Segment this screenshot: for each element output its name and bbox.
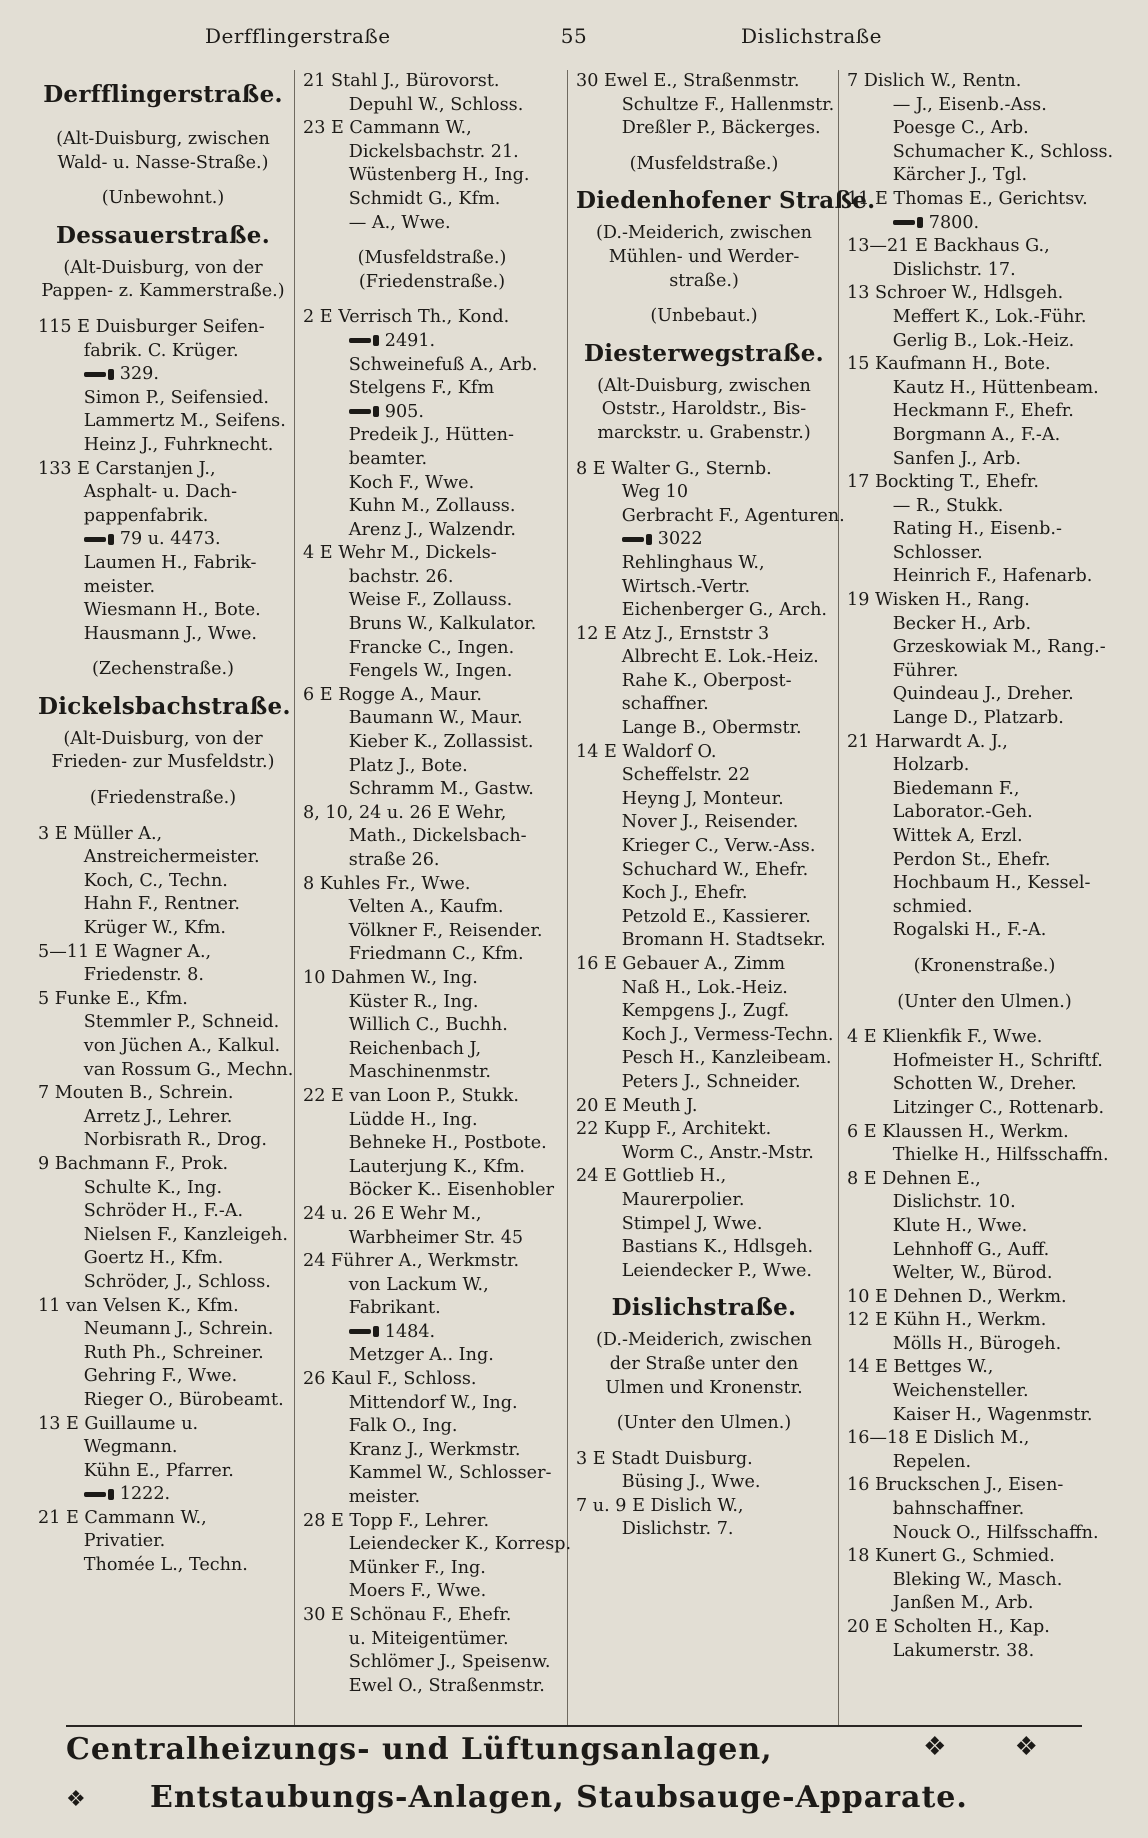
house-entry: 24 Führer A., Werkmstr. [303,1251,520,1272]
telephone-entry [576,528,832,552]
resident-entry: Heyng J, Monteur. [621,788,784,809]
resident-entry: Albrecht E. Lok.-Heiz. [621,647,819,668]
resident-entry: schmied. [892,896,973,917]
street-note: (Alt-Duisburg, von der [63,728,263,749]
street-note: (Alt-Duisburg, zwischen [597,375,811,396]
resident-entry: Petzold E., Kassierer. [621,906,811,927]
street-note: straße.) [669,270,739,291]
ornament-diamond-icon: ❖ [66,1787,86,1812]
telephone-icon [349,406,379,417]
telephone-entry [38,1483,288,1507]
house-entry: 12 E Atz J., Ernststr 3 [576,623,770,644]
resident-entry: Privatier. [83,1531,166,1552]
house-entry: 115 E Duisburger Seifen- [38,316,265,337]
resident-entry: Simon P., Seifensied. [83,387,269,408]
resident-entry: bachstr. 26. [348,566,454,587]
street-note: Pappen- z. Kammerstraße.) [41,281,285,302]
column-2 [295,70,572,1726]
street-note: Mühlen- und Werder- [608,246,800,267]
telephone-number: 3022 [657,529,703,550]
resident-entry: Metzger A.. Ing. [348,1345,494,1366]
resident-entry: meister. [348,1487,421,1508]
resident-entry: Bruns W., Kalkulator. [348,614,537,635]
resident-entry: Klute H., Wwe. [892,1215,1028,1236]
house-entry: 13 Schroer W., Hdlsgeh. [847,283,1064,304]
house-entry: 13—21 E Backhaus G., [847,236,1050,257]
resident-entry: Platz J., Bote. [348,755,468,776]
resident-entry: Maschinenmstr. [348,1062,492,1083]
resident-entry: Lange D., Platzarb. [892,708,1064,729]
page-header [0,18,1148,52]
house-entry: 8 E Dehnen E., [847,1168,981,1189]
resident-entry: Goertz H., Kfm. [83,1248,224,1269]
house-entry: 5 Funke E., Kfm. [38,988,188,1009]
resident-entry: Rehlinghaus W., [621,552,765,573]
resident-entry: Moers F., Wwe. [348,1581,487,1602]
resident-entry: Perdon St., Ehefr. [892,849,1051,870]
street-note: (Musfeldstraße.) [629,153,779,174]
house-entry: 16 Bruckschen J., Eisen- [847,1475,1064,1496]
resident-entry: Depuhl W., Schloss. [348,94,524,115]
house-entry: 5—11 E Wagner A., [38,941,212,962]
resident-entry: Rieger O., Bürobeamt. [83,1389,284,1410]
resident-entry: Krüger W., Kfm. [83,918,227,939]
resident-entry: Mölls H., Bürogeh. [892,1333,1062,1354]
spacer [847,1014,1122,1026]
resident-entry: Repelen. [892,1451,972,1472]
resident-entry: Rogalski H., F.-A. [892,920,1047,941]
resident-entry: Willich C., Buchh. [348,1015,508,1036]
resident-entry: Norbisrath R., Drog. [83,1130,267,1151]
resident-entry: Heckmann F., Ehefr. [892,401,1074,422]
resident-entry: Hochbaum H., Kessel- [892,873,1091,894]
house-entry: 6 E Klaussen H., Werkm. [847,1121,1069,1142]
street-note: (Friedenstraße.) [89,788,237,809]
street-heading: Diesterwegstraße. [584,339,824,367]
resident-entry: Dickelsbachstr. 21. [348,141,519,162]
telephone-icon [84,369,114,380]
resident-entry: Laborator.-Geh. [892,802,1033,823]
resident-entry: Kempgens J., Zugf. [621,1001,790,1022]
house-entry: 133 E Carstanjen J., [38,458,216,479]
street-note: (Unbebaut.) [650,306,758,327]
resident-entry: Schumacher K., Schloss. [892,141,1114,162]
spacer [38,811,288,823]
resident-entry: Gehring F., Wwe. [83,1366,238,1387]
house-entry: 22 Kupp F., Architekt. [576,1119,772,1140]
resident-entry: Koch F., Wwe. [348,472,475,493]
advertisement-line-1: Centralheizungs- und Lüftungsanlagen, [66,1732,773,1767]
resident-entry: Nover J., Reisender. [621,812,799,833]
resident-entry: Gerlig B., Lok.-Heiz. [892,330,1075,351]
telephone-icon [84,534,114,545]
resident-entry: Dreßler P., Bäckerges. [621,118,821,139]
resident-entry: von Jüchen A., Kalkul. [83,1036,281,1056]
resident-entry: Kühn E., Pfarrer. [83,1460,234,1481]
spacer [303,235,561,247]
page-number: 55 [560,24,588,48]
resident-entry: Weise F., Zollauss. [348,590,513,611]
telephone-icon [349,335,379,346]
resident-entry: Dislichstr. 7. [621,1519,734,1540]
spacer [576,1436,832,1448]
resident-entry: Fengels W., Ingen. [348,661,513,682]
spacer [38,116,288,128]
column-3 [568,70,876,1726]
house-entry: 3 E Müller A., [38,823,163,844]
resident-entry: Wegmann. [83,1437,178,1458]
resident-entry: Dislichstr. 10. [892,1192,1016,1213]
resident-entry: Hausmann J., Wwe. [83,623,257,644]
house-entry: 8 Kuhles Fr., Wwe. [303,873,471,894]
telephone-entry [847,212,1122,236]
spacer [847,943,1122,955]
resident-entry: Kautz H., Hüttenbeam. [892,377,1099,398]
resident-entry: Koch, C., Techn. [83,870,228,891]
resident-entry: Behneke H., Postbote. [348,1133,547,1154]
house-entry: 21 Stahl J., Bürovorst. [303,71,500,91]
resident-entry: Kammel W., Schlosser- [348,1463,552,1484]
resident-entry: Wittek A, Erzl. [892,826,1023,846]
resident-entry: Schmidt G., Kfm. [348,188,501,209]
resident-entry: Münker F., Ing. [348,1557,486,1578]
resident-entry: Wiesmann H., Bote. [83,600,261,621]
resident-entry: Mittendorf W., Ing. [348,1392,518,1413]
street-heading: Derfflingerstraße. [43,81,283,108]
resident-entry: Ruth Ph., Schreiner. [83,1342,264,1363]
telephone-icon [622,534,652,545]
house-entry: 26 Kaul F., Schloss. [303,1369,477,1390]
spacer [576,446,832,458]
spacer [38,304,288,316]
resident-entry: Wüstenberg H., Ing. [348,165,530,186]
house-entry: 8, 10, 24 u. 26 E Wehr, [303,802,507,823]
spacer [38,175,288,187]
resident-entry: Welter, W., Bürod. [892,1263,1053,1284]
resident-entry: Hofmeister H., Schriftf. [892,1050,1103,1071]
resident-entry: Velten A., Kaufm. [348,897,504,918]
resident-entry: Kieber K., Zollassist. [348,732,534,753]
house-entry: 16 E Gebauer A., Zimm [576,954,786,974]
street-note: (Zechenstraße.) [91,659,235,680]
street-note: Ulmen und Kronenstr. [605,1377,803,1398]
house-entry: 16—18 E Dislich M., [847,1428,1030,1449]
resident-entry: beamter. [348,448,428,469]
house-entry: 21 E Cammann W., [38,1507,207,1528]
street-note: Frieden- zur Musfeldstr.) [51,752,275,773]
resident-entry: Sanfen J., Arb. [892,448,1021,469]
resident-entry: Fabrikant. [348,1298,441,1319]
street-note: (Musfeldstraße.) [357,248,507,269]
resident-entry: u. Miteigentümer. [348,1628,509,1649]
resident-entry: Grzeskowiak M., Rang.- [892,637,1106,658]
resident-entry: Nielsen F., Kanzleigeh. [83,1224,288,1245]
house-entry: 11 van Velsen K., Kfm. [38,1295,239,1316]
house-entry: 10 E Dehnen D., Werkm. [847,1286,1067,1307]
resident-entry: Schramm M., Gastw. [348,779,534,800]
house-entry: 2 E Verrisch Th., Kond. [303,307,510,328]
resident-entry: Lehnhoff G., Auff. [892,1239,1050,1260]
house-entry: 14 E Bettges W., [847,1357,994,1378]
spacer [576,1400,832,1412]
resident-entry: Worm C., Anstr.-Mstr. [621,1142,814,1163]
street-note: (D.-Meiderich, zwischen [596,1330,812,1351]
resident-entry: Weg 10 [621,482,689,503]
house-entry: 14 E Waldorf O. [576,741,717,762]
directory-columns [30,70,1128,1726]
resident-entry: Lakumerstr. 38. [892,1640,1035,1661]
telephone-number: 1222. [119,1484,171,1505]
resident-entry: Schuchard W., Ehefr. [621,859,809,880]
street-heading: Dislichstraße. [611,1294,797,1322]
resident-entry: Küster R., Ing. [348,991,479,1012]
house-entry: 7 u. 9 E Dislich W., [576,1495,744,1516]
spacer [38,646,288,658]
telephone-icon [84,1489,114,1500]
street-note: Oststr., Haroldstr., Bis- [601,399,807,420]
street-note: (D.-Meiderich, zwischen [596,223,812,244]
resident-entry: Poesge C., Arb. [892,118,1029,139]
resident-entry: Pesch H., Kanzleibeam. [621,1048,832,1069]
resident-entry: schaffner. [621,694,709,715]
resident-entry: — R., Stukk. [892,495,1004,516]
house-entry: 19 Wisken H., Rang. [847,590,1030,611]
house-entry: 3 E Stadt Duisburg. [576,1448,753,1469]
resident-entry: Arenz J., Walzendr. [348,519,516,540]
resident-entry: van Rossum G., Mechn. [83,1059,294,1080]
resident-entry: Wirtsch.-Vertr. [621,576,751,597]
resident-entry: Krieger C., Verw.-Ass. [621,836,816,857]
resident-entry: Predeik J., Hütten- [348,425,514,446]
resident-entry: Koch J., Vermess-Techn. [621,1024,834,1045]
resident-entry: Kuhn M., Zollauss. [348,496,516,517]
resident-entry: Bastians K., Hdlsgeh. [621,1237,814,1258]
telephone-icon [349,1326,379,1337]
street-note: marckstr. u. Grabenstr.) [597,422,811,443]
resident-entry: Heinz J., Fuhrknecht. [83,434,274,455]
ornament-diamond-icon: ❖ ❖ [923,1732,1068,1762]
resident-entry: bahnschaffner. [892,1499,1025,1520]
resident-entry: Eichenberger G., Arch. [621,600,828,621]
column-1 [30,70,295,1726]
resident-entry: Leiendecker K., Korresp. [348,1534,572,1555]
resident-entry: Baumann W., Maur. [348,708,523,729]
resident-entry: Gerbracht F., Agenturen. [621,505,845,526]
column-4 [839,70,1128,1726]
resident-entry: Laumen H., Fabrik- [83,552,257,573]
resident-entry: Litzinger C., Rottenarb. [892,1097,1105,1118]
house-entry: 24 E Gottlieb H., [576,1166,727,1187]
resident-entry: Kärcher J., Tgl. [892,165,1028,186]
resident-entry: Anstreichermeister. [83,847,260,868]
resident-entry: Lüdde H., Ing. [348,1109,478,1130]
telephone-number: 79 u. 4473. [119,529,221,550]
telephone-entry [303,1321,561,1345]
resident-entry: Arretz J., Lehrer. [83,1106,233,1127]
resident-entry: straße 26. [348,850,440,870]
resident-entry: Reichenbach J, [348,1038,482,1059]
resident-entry: Friedmann C., Kfm. [348,944,524,965]
house-entry: 11 E Thomas E., Gerichtsv. [847,188,1088,209]
resident-entry: Asphalt- u. Dach- [83,482,238,503]
resident-entry: von Lackum W., [348,1274,489,1295]
house-entry: 9 Bachmann F., Prok. [38,1153,229,1174]
house-entry: 20 E Meuth J. [576,1095,698,1116]
resident-entry: Falk O., Ing. [348,1416,458,1437]
telephone-number: 329. [119,364,159,385]
resident-entry: Neumann J., Schrein. [83,1319,274,1340]
street-note: (Alt-Duisburg, von der [63,257,263,278]
resident-entry: Koch J., Ehefr. [621,883,748,904]
resident-entry: Rahe K., Oberpost- [621,670,792,691]
house-entry: 21 Harwardt A. J., [847,731,1008,752]
resident-entry: Warbheimer Str. 45 [348,1227,524,1248]
resident-entry: Peters J., Schneider. [621,1071,801,1092]
resident-entry: Führer. [892,660,959,681]
house-entry: 23 E Cammann W., [303,118,472,139]
house-entry: 22 E van Loon P., Stukk. [303,1085,519,1106]
spacer [303,294,561,306]
resident-entry: Schultze F., Hallenmstr. [621,94,835,115]
resident-entry: Weichensteller. [892,1381,1029,1402]
house-entry: 7 Mouten B., Schrein. [38,1083,234,1104]
resident-entry: Kranz J., Werkmstr. [348,1439,521,1460]
resident-entry: Böcker K.. Eisenhobler [348,1180,554,1201]
resident-entry: Schweinefuß A., Arb. [348,354,538,375]
resident-entry: Lammertz M., Seifens. [83,411,286,432]
resident-entry: Stimpel J, Wwe. [621,1213,763,1234]
footer-divider [66,1725,1082,1727]
street-note: (Unbewohnt.) [101,188,225,209]
resident-entry: Scheffelstr. 22 [621,765,751,786]
spacer [576,293,832,305]
house-entry: 13 E Guillaume u. [38,1413,199,1434]
resident-entry: Schotten W., Dreher. [892,1074,1077,1095]
telephone-number: 905. [384,401,424,422]
telephone-entry [38,363,288,387]
street-note: (Unter den Ulmen.) [897,991,1072,1012]
resident-entry: pappenfabrik. [83,505,209,526]
resident-entry: Quindeau J., Dreher. [892,684,1074,705]
resident-entry: Bleking W., Masch. [892,1569,1063,1590]
resident-entry: Hahn F., Rentner. [83,894,240,915]
resident-entry: Meffert K., Lok.-Führ. [892,306,1087,327]
house-entry: 12 E Kühn H., Werkm. [847,1310,1047,1331]
resident-entry: meister. [83,576,156,597]
resident-entry: Bromann H. Stadtsekr. [621,930,826,951]
house-entry: 15 Kaufmann H., Bote. [847,354,1051,375]
house-entry: 20 E Scholten H., Kap. [847,1617,1050,1637]
telephone-number: 7800. [928,212,980,233]
resident-entry: Thomée L., Techn. [83,1555,248,1576]
telephone-entry [303,401,561,425]
resident-entry: Lange B., Obermstr. [621,718,802,739]
house-entry: 17 Bockting T., Ehefr. [847,472,1039,493]
telephone-icon [893,217,923,228]
house-entry: 6 E Rogge A., Maur. [303,684,482,705]
resident-entry: Becker H., Arb. [892,613,1032,634]
resident-entry: Lauterjung K., Kfm. [348,1156,525,1177]
resident-entry: Thielke H., Hilfsschaffn. [892,1145,1109,1166]
header-left-street: Derfflingerstraße [205,24,391,48]
resident-entry: — J., Eisenb.-Ass. [892,94,1047,115]
resident-entry: Naß H., Lok.-Heiz. [621,977,788,998]
house-entry: 4 E Klienkfik F., Wwe. [847,1027,1043,1048]
spacer [576,141,832,153]
resident-entry: Janßen M., Arb. [892,1593,1034,1614]
telephone-number: 2491. [384,330,436,351]
spacer [38,775,288,787]
resident-entry: Schlosser. [892,542,983,563]
telephone-entry [303,330,561,354]
house-entry: 24 u. 26 E Wehr M., [303,1203,482,1224]
resident-entry: Maurerpolier. [621,1189,745,1210]
telephone-entry [38,528,288,552]
resident-entry: fabrik. C. Krüger. [83,340,239,361]
resident-entry: Friedenstr. 8. [83,965,204,986]
resident-entry: Leiendecker P., Wwe. [621,1260,813,1281]
street-heading: Dessauerstraße. [55,221,271,249]
resident-entry: Francke C., Ingen. [348,637,515,658]
resident-entry: Biedemann F., [892,778,1020,799]
resident-entry: Holzarb. [892,755,970,776]
resident-entry: Kaiser H., Wagenmstr. [892,1404,1093,1425]
street-note: (Kronenstraße.) [913,955,1056,976]
resident-entry: — A., Wwe. [348,212,451,233]
house-entry: 30 Ewel E., Straßenmstr. [576,71,800,91]
header-right-street: Dislichstraße [740,24,882,48]
resident-entry: Heinrich F., Hafenarb. [892,566,1093,587]
street-note: Wald- u. Nasse-Straße.) [57,152,269,173]
resident-entry: Schlömer J., Speisenw. [348,1652,551,1673]
resident-entry: Stelgens F., Kfm [348,378,495,399]
house-entry: 18 Kunert G., Schmied. [847,1546,1055,1567]
resident-entry: Nouck O., Hilfsschaffn. [892,1522,1099,1543]
street-note: (Unter den Ulmen.) [616,1413,792,1434]
resident-entry: Borgmann A., F.-A. [892,424,1061,445]
spacer [847,979,1122,991]
resident-entry: Schröder, J., Schloss. [83,1271,271,1292]
resident-entry: Ewel O., Straßenmstr. [348,1675,545,1696]
house-entry: 7 Dislich W., Rentn. [847,71,1022,91]
resident-entry: Schröder H., F.-A. [83,1201,244,1222]
house-entry: 4 E Wehr M., Dickels- [303,543,497,564]
telephone-number: 1484. [384,1321,436,1342]
resident-entry: Stemmler P., Schneid. [83,1012,280,1033]
resident-entry: Büsing J., Wwe. [621,1472,761,1493]
street-heading: Dickelsbachstraße. [38,692,291,720]
advertisement-line-2: Entstaubungs-Anlagen, Staubsauge-Apparate. [150,1780,968,1815]
house-entry: 8 E Walter G., Sternb. [576,458,772,479]
street-heading: Diedenhofener Straße. [576,187,876,215]
street-note: der Straße unter den [609,1353,799,1374]
resident-entry: Rating H., Eisenb.- [892,519,1062,540]
resident-entry: Schulte K., Ing. [83,1177,223,1198]
resident-entry: Völkner F., Reisender. [348,920,543,941]
resident-entry: Dislichstr. 17. [892,259,1016,280]
street-note: (Friedenstraße.) [358,271,506,292]
house-entry: 10 Dahmen W., Ing. [303,967,478,988]
house-entry: 30 E Schönau F., Ehefr. [303,1605,512,1625]
house-entry: 28 E Topp F., Lehrer. [303,1510,490,1531]
street-note: (Alt-Duisburg, zwischen [56,129,270,149]
resident-entry: Math., Dickelsbach- [348,826,527,847]
